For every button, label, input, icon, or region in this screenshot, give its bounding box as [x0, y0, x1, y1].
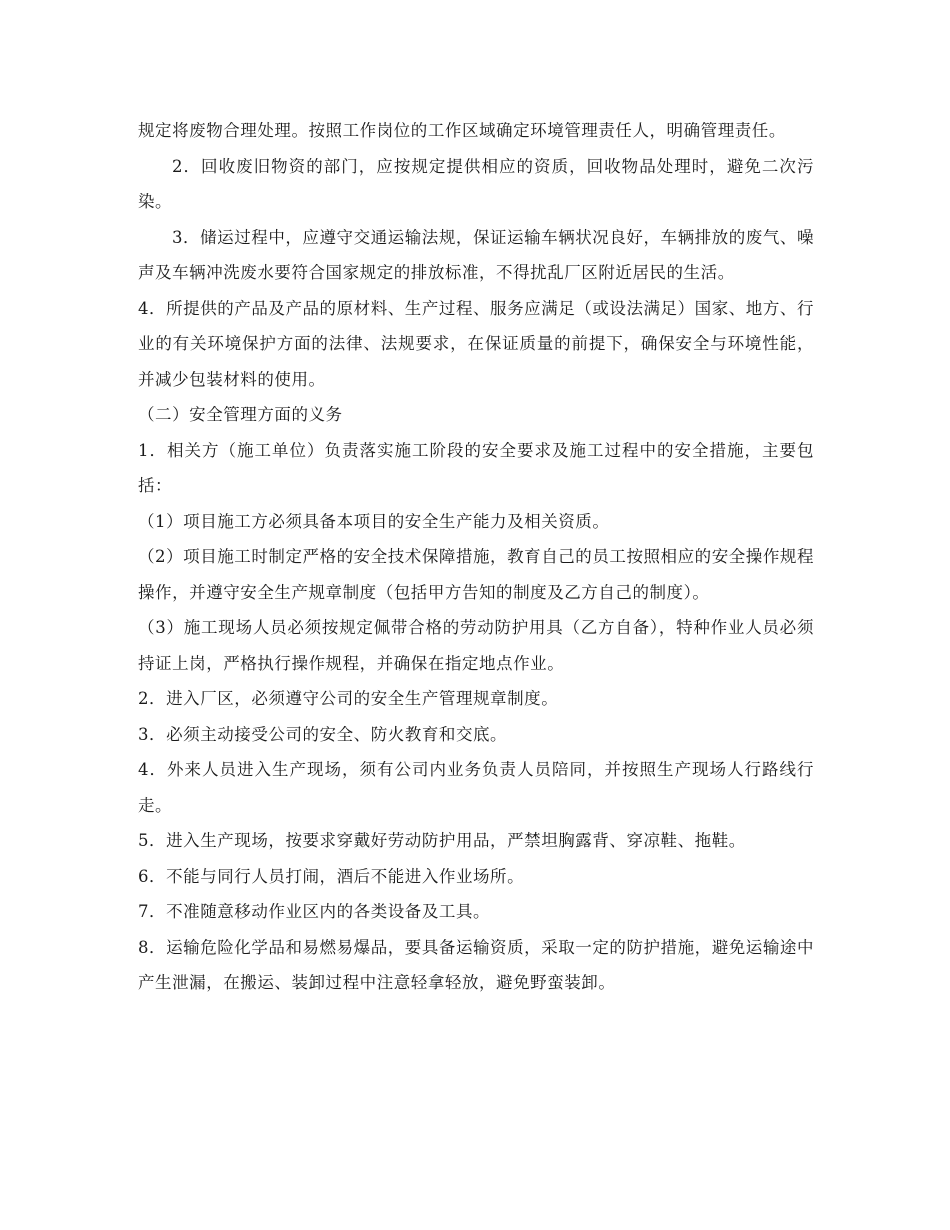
paragraph-transport-storage: 3．储运过程中，应遵守交通运输法规，保证运输车辆状况良好，车辆排放的废气、噪声及车辆冲洗废水要符合国家规定的排放标准，不得扰乱厂区附近居民的生活。 [138, 227, 814, 282]
paragraph-plant-rules: 2．进入厂区，必须遵守公司的安全生产管理规章制度。 [138, 689, 559, 708]
section-heading-safety-obligations: （二）安全管理方面的义务 [138, 405, 343, 424]
paragraph-waste-handling: 规定将废物合理处理。按照工作岗位的工作区域确定环境管理责任人，明确管理责任。 [138, 121, 786, 140]
paragraph-visitor-escort: 4．外来人员进入生产现场，须有公司内业务负责人员陪同，并按照生产现场人行路线行走。 [138, 760, 814, 815]
list-item-safety-measures: （2）项目施工时制定严格的安全技术保障措施，教育自己的员工按照相应的安全操作规程操作，并遵守安全生产规章制度（包括甲方告知的制度及乙方自己的制度）。 [138, 547, 814, 602]
paragraph-protective-clothing: 5．进入生产现场，按要求穿戴好劳动防护用品，严禁坦胸露背、穿凉鞋、拖鞋。 [138, 831, 746, 850]
paragraph-no-horseplay: 6．不能与同行人员打闹，酒后不能进入作业场所。 [138, 866, 525, 886]
paragraph-product-requirements: 4．所提供的产品及产品的原材料、生产过程、服务应满足（或设法满足）国家、地方、行业的有关环境保护方面的法律、法规要求，在保证质量的前提下，确保安全与环境性能，并减少包装材料的使用。 [138, 298, 814, 389]
paragraph-hazardous-transport: 8．运输危险化学品和易燃易爆品，要具备运输资质，采取一定的防护措施，避免运输途中产生泄漏，在搬运、装卸过程中注意轻拿轻放，避免野蛮装卸。 [138, 937, 814, 992]
paragraph-equipment-movement: 7．不准随意移动作业区内的各类设备及工具。 [138, 902, 491, 921]
paragraph-recycling-department: 2．回收废旧物资的部门，应按规定提供相应的资质，回收物品处理时，避免二次污染。 [138, 156, 814, 211]
document-body [138, 113, 814, 1001]
list-item-protective-gear: （3）施工现场人员必须按规定佩带合格的劳动防护用具（乙方自备），特种作业人员必须持证上岗，严格执行操作规程，并确保在指定地点作业。 [138, 618, 814, 673]
paragraph-contractor-responsibility: 1．相关方（施工单位）负责落实施工阶段的安全要求及施工过程中的安全措施，主要包括： [138, 440, 814, 495]
list-item-qualification: （1）项目施工方必须具备本项目的安全生产能力及相关资质。 [138, 511, 610, 531]
paragraph-safety-education: 3．必须主动接受公司的安全、防火教育和交底。 [138, 724, 508, 744]
